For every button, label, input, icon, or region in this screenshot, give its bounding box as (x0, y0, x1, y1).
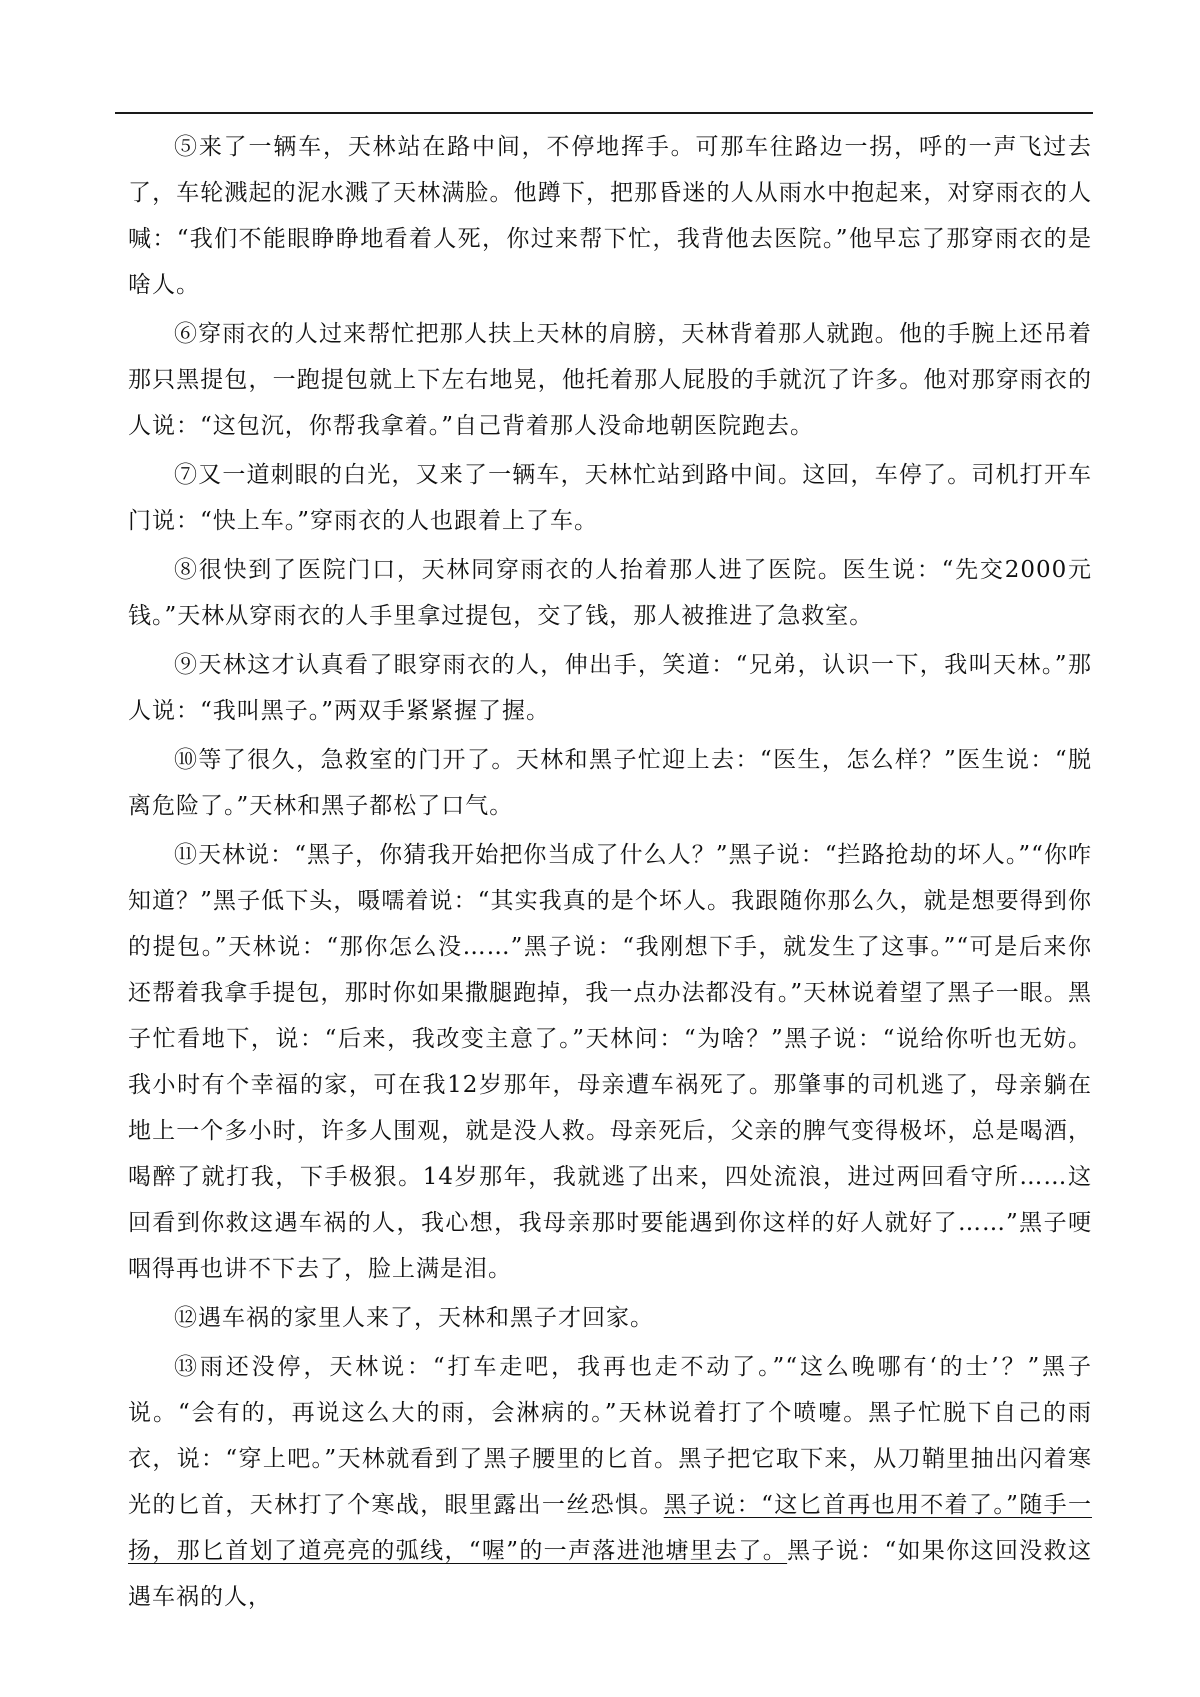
paragraph-6: ⑥穿雨衣的人过来帮忙把那人扶上天林的肩膀，天林背着那人就跑。他的手腕上还吊着那只黑提包，一跑提包就上下左右地晃，他托着那人屁股的手就沉了许多。他对那穿雨衣的人说：“这包沉，你帮我拿着。”自己背着那人没命地朝医院跑去。 (128, 321, 1092, 439)
paragraph-11: ⑪天林说：“黑子，你猜我开始把你当成了什么人？”黑子说：“拦路抢劫的坏人。”“你咋知道？”黑子低下头，嗫嚅着说：“其实我真的是个坏人。我跟随你那么久，就是想要得到你的提包。”天林说：“那你怎么没……”黑子说：“我刚想下手，就发生了这事。”“可是后来你还帮着我拿手提包，那时你如果撒腿跑掉，我一点办法都没有。”天林说着望了黑子一眼。黑子忙看地下，说：“后来，我改变主意了。”天林问：“为啥？”黑子说：“说给你听也无妨。我小时有个幸福的家，可在我12岁那年，母亲遭车祸死了。那肇事的司机逃了，母亲躺在地上一个多小时，许多人围观，就是没人救。母亲死后，父亲的脾气变得极坏，总是喝酒，喝醉了就打我，下手极狠。14岁那年，我就逃了出来，四处流浪，进过两回看守所……这回看到你救这遇车祸的人，我心想，我母亲那时要能遇到你这样的好人就好了……”黑子哽咽得再也讲不下去了，脸上满是泪。 (128, 842, 1092, 1282)
paragraph-7: ⑦又一道刺眼的白光，又来了一辆车，天林忙站到路中间。这回，车停了。司机打开车门说：“快上车。”穿雨衣的人也跟着上了车。 (128, 462, 1092, 534)
paragraph-9: ⑨天林这才认真看了眼穿雨衣的人，伸出手，笑道：“兄弟，认识一下，我叫天林。”那人说：“我叫黑子。”两双手紧紧握了握。 (128, 652, 1092, 724)
paragraph-12: ⑫遇车祸的家里人来了，天林和黑子才回家。 (174, 1305, 654, 1331)
paragraph-13-text: ⑬雨还没停，天林说：“打车走吧，我再也走不动了。”“这么晚哪有‘的士’？”黑子说。“会有的，再说这么大的雨，会淋病的。”天林说着打了个喷嚏。黑子忙脱下自己的雨衣，说：“穿上吧。”天林就看到了黑子腰里的匕首。黑子把它取下来，从刀鞘里抽出闪着寒光的匕首，天林打了个寒战，眼里露出一丝恐惧。 (128, 1354, 1092, 1518)
top-rule (115, 112, 1093, 114)
paragraph-10: ⑩等了很久，急救室的门开了。天林和黑子忙迎上去：“医生，怎么样？”医生说：“脱离危险了。”天林和黑子都松了口气。 (128, 747, 1092, 819)
paragraph-8: ⑧很快到了医院门口，天林同穿雨衣的人抬着那人进了医院。医生说：“先交2000元钱。”天林从穿雨衣的人手里拿过提包，交了钱，那人被推进了急救室。 (128, 557, 1092, 629)
paragraph-13 (128, 1344, 1092, 1620)
paragraph-13-continued: 黑子说：“如果你这回没救这遇车祸的人， (128, 1538, 1092, 1610)
story-text (128, 124, 1092, 1623)
underlined-passage: 黑子说：“这匕首再也用不着了。”随手一扬，那匕首划了道亮亮的弧线，“喔”的一声落进池塘里去了。 (128, 1492, 1092, 1564)
paragraph-5: ⑤来了一辆车，天林站在路中间，不停地挥手。可那车往路边一拐，呼的一声飞过去了，车轮溅起的泥水溅了天林满脸。他蹲下，把那昏迷的人从雨水中抱起来，对穿雨衣的人喊：“我们不能眼睁睁地看着人死，你过来帮下忙，我背他去医院。”他早忘了那穿雨衣的是啥人。 (128, 134, 1092, 298)
